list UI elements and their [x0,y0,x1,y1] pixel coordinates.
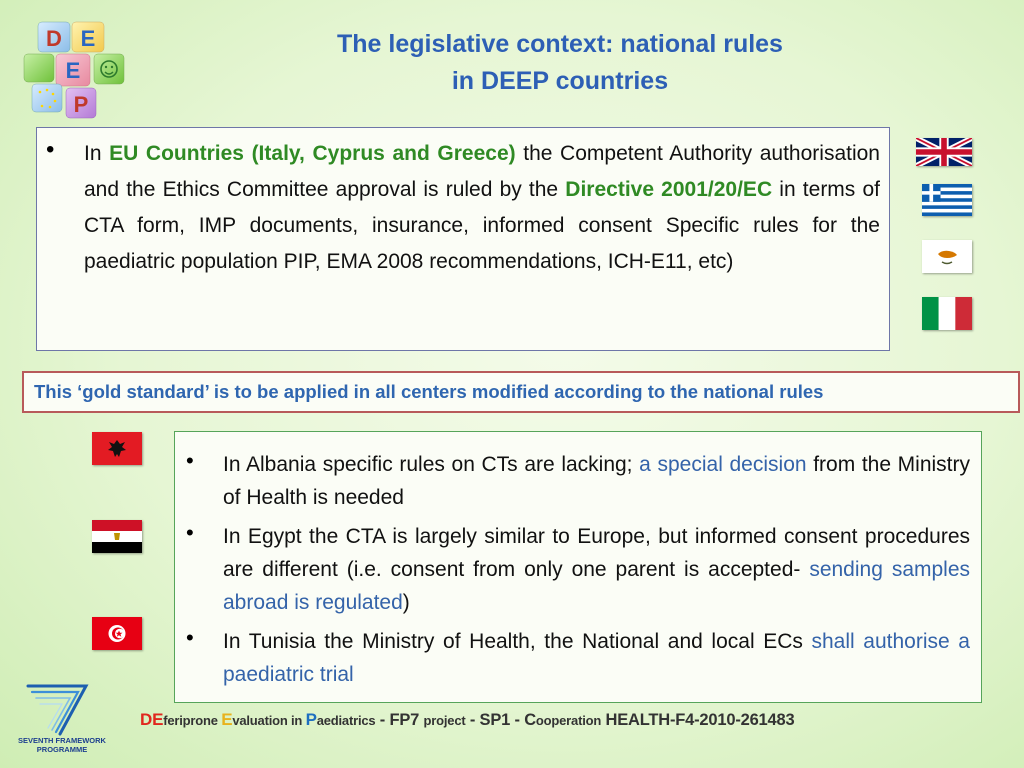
eu-text-mid2: in terms of CTA form, IMP documents, insurance, informed consent Specific rules for the paediatric population PIP, EMA 2008 recommendations, ICH-E11, etc) [84,178,880,273]
egypt-text-2: ) [402,591,410,614]
tunisia-highlight: shall authorise a paediatric trial [223,630,970,686]
albania-highlight: a special decision [639,453,807,476]
directive-highlight: Directive 2001/20/EC [565,178,773,201]
eu-countries-box [36,127,890,351]
deep-logo [22,18,134,122]
fp7-caption [8,736,116,754]
eu-countries-highlight: EU Countries (Italy, Cyprus and Greece) [109,142,516,165]
footer-valuation: valuation in [232,713,306,728]
footer-e: E [221,710,233,729]
footer-de: DE [140,710,164,729]
eu-bullet-item [84,136,880,280]
title-line-2: in DEEP countries [451,67,669,95]
footer-rest-1: - FP7 [375,711,424,729]
greece-flag-icon [922,184,972,216]
egypt-text [223,520,970,619]
tunisia-bullet [223,625,970,691]
tunisia-text [223,625,970,691]
footer-project-line [140,710,794,730]
eu-text-mid1: the Competent Authority authorisation and the Ethics Committee approval is ruled by the [84,142,880,201]
uk-flag-icon [916,138,972,166]
footer-rest-2: - SP1 - C [465,711,536,729]
logo-letter-e1: E [80,26,96,51]
italy-flag-icon [922,297,972,330]
albania-flag-icon [92,432,142,465]
slide-title [180,26,940,100]
logo-letter-p: P [73,92,89,117]
footer-cooperation: ooperation [535,713,602,728]
eu-bullet-list [84,136,880,280]
egypt-text-1: In Egypt the CTA is largely similar to Europe, but informed consent procedures are different (i.e. consent from only one parent is accepted- [223,525,970,581]
footer-feriprone: feriprone [163,713,222,728]
fp7-line-1: SEVENTH FRAMEWORK [18,736,106,745]
footer-rest-3: HEALTH-F4-2010-261483 [601,711,795,729]
tunisia-flag-icon [92,617,142,650]
footer-project: project [423,713,466,728]
logo-letter-e2: E [65,58,81,83]
footer-p: P [305,710,317,729]
fp7-line-2: PROGRAMME [36,745,88,754]
title-line-1: The legislative context: national rules [337,30,783,58]
footer-aediatrics: aediatrics [316,713,376,728]
non-eu-bullet-list [223,448,970,697]
non-eu-countries-box [174,431,982,703]
cyprus-flag-icon [922,240,972,273]
logo-letter-d: D [46,26,62,51]
egypt-flag-icon [92,520,142,553]
albania-text-1: In Albania specific rules on CTs are lacking; [223,453,640,476]
albania-bullet [223,448,970,514]
eu-bullet-text [84,136,880,280]
egypt-highlight: sending samples abroad is regulated [223,558,971,614]
text-in: In [84,142,110,165]
albania-text-2: from the Ministry of Health is needed [223,453,971,509]
egypt-bullet [223,520,970,619]
tunisia-text-1: In Tunisia the Ministry of Health, the National and local ECs [223,630,812,653]
gold-standard-banner: This ‘gold standard’ is to be applied in all centers modified according to the national rules [22,371,1020,413]
albania-text [223,448,970,514]
